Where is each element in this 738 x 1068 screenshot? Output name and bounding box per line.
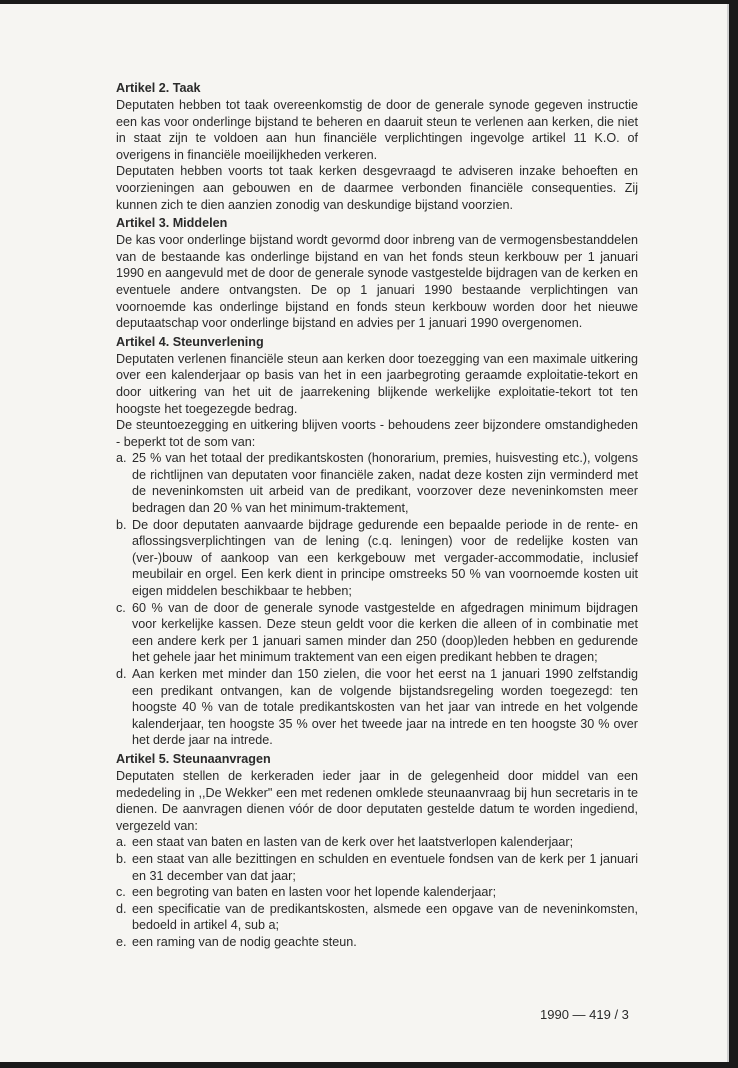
artikel-4-list bbox=[116, 450, 638, 749]
list-item-label: b. bbox=[116, 517, 127, 532]
list-item-label: c. bbox=[116, 885, 126, 900]
list-item bbox=[116, 934, 638, 951]
artikel-5-list bbox=[116, 834, 638, 950]
list-item-label: a. bbox=[116, 835, 127, 850]
document-page bbox=[0, 4, 729, 1062]
document-body bbox=[116, 80, 638, 951]
list-item bbox=[116, 600, 638, 666]
list-item bbox=[116, 517, 638, 600]
list-item-text: 25 % van het totaal der predikantskosten (honorarium, premies, huisvesting etc.), volgens de richtlijnen van deputaten voor financiële zaken, nadat deze kosten zijn verminderd met de neveninkomsten uit arbeid van de predikant, voorzover deze neveninkomsten meer bedragen dan 20 % van het minimum-traktement, bbox=[132, 451, 638, 516]
list-item-label: b. bbox=[116, 851, 127, 866]
list-item-label: a. bbox=[116, 451, 127, 466]
list-item-label: c. bbox=[116, 600, 126, 615]
artikel-3-heading: Artikel 3. Middelen bbox=[116, 216, 228, 231]
list-item-text: een staat van baten en lasten van de kerk over het laatstverlopen kalenderjaar; bbox=[132, 835, 574, 850]
list-item-label: e. bbox=[116, 934, 127, 949]
artikel-3-paragraph-1: De kas voor onderlinge bijstand wordt gevormd door inbreng van de vermogensbestanddelen van de bestaande kas onderlinge bijstand en van het fonds steun kerkbouw per 1 januari 1990 en aangevuld met de door de generale synode vastgestelde bijdragen van de kerken en eventuele andere ontvangsten. De op 1 januari 1990 bestaande verplichtingen van voornoemde kas onderlinge bijstand en fonds steun kerkbouw worden door het nieuwe deputaatschap voor onderlinge bijstand en advies per 1 januari 1990 overgenomen. bbox=[116, 233, 638, 331]
artikel-5-paragraph-1: Deputaten stellen de kerkeraden ieder jaar in de gelegenheid door middel van een mededeling in ,,De Wekker" een met redenen omklede steunaanvraag bij hun secretaris in te dienen. De aanvragen dienen vóór de door deputaten gestelde datum te worden ingediend, vergezeld van: bbox=[116, 768, 638, 833]
artikel-2-paragraph-2: Deputaten hebben voorts tot taak kerken desgevraagd te adviseren inzake behoeften en voorzieningen aan gebouwen en de daarmee verbonden financiële consequenties. Zij kunnen zich te dien aanzien zonodig van deskundige bijstand voorzien. bbox=[116, 164, 638, 212]
artikel-4-heading: Artikel 4. Steunverlening bbox=[116, 334, 264, 349]
list-item bbox=[116, 666, 638, 749]
list-item-label: d. bbox=[116, 901, 127, 916]
list-item bbox=[116, 834, 638, 851]
list-item bbox=[116, 450, 638, 516]
artikel-2-heading: Artikel 2. Taak bbox=[116, 81, 201, 95]
list-item-text: 60 % van de door de generale synode vastgestelde en afgedragen minimum bijdragen voor kerkelijke kassen. Deze steun geldt voor die kerken die alleen of in combinatie met een andere kerk per 1 januari samen minder dan 250 (doop)leden hebben en gedurende het gehele jaar het minimum traktement van een eigen predikant hebben te dragen; bbox=[132, 600, 638, 665]
list-item bbox=[116, 851, 638, 884]
list-item bbox=[116, 884, 638, 901]
list-item-text: een begroting van baten en lasten voor het lopende kalenderjaar; bbox=[132, 885, 497, 900]
list-item-text: Aan kerken met minder dan 150 zielen, die voor het eerst na 1 januari 1990 zelfstandig een predikant ontvangen, kan de volgende bijstandsregeling worden toegezegd: ten hoogste 40 % van de totale predikantskosten van het jaar van intrede en het volgende kalenderjaar, ten hoogste 35 % over het tweede jaar na intrede en ten hoogste 30 % over het derde jaar na intrede. bbox=[132, 667, 638, 748]
list-item-text: De door deputaten aanvaarde bijdrage gedurende een bepaalde periode in de rente- en aflossingsverplichtingen van de lening (c.q. leningen) voor de redelijke kosten van (ver-)bouw of aankoop van een kerkgebouw met vergader-accommodatie, inclusief meubilair en orgel. Een kerk dient in principe omstreeks 50 % van voornoemde kosten uit eigen middelen beschikbaar te hebben; bbox=[132, 517, 638, 599]
artikel-4-paragraph-1: Deputaten verlenen financiële steun aan kerken door toezegging van een maximale uitkering over een kalenderjaar op basis van het in een jaarbegroting geraamde exploitatie-tekort en door uitkering van het uit de jaarrekening blijkende werkelijke exploitatie-tekort tot ten hoogste het toegezegde bedrag. bbox=[116, 351, 638, 416]
artikel-5-heading: Artikel 5. Steunaanvragen bbox=[116, 751, 271, 766]
list-item-text: een specificatie van de predikantskosten, alsmede een opgave van de neveninkomsten, bedoeld in artikel 4, sub a; bbox=[132, 901, 638, 933]
list-item-text: een staat van alle bezittingen en schulden en eventuele fondsen van de kerk per 1 januari en 31 december van dat jaar; bbox=[132, 851, 638, 883]
list-item bbox=[116, 901, 638, 934]
artikel-2-paragraph-1: Deputaten hebben tot taak overeenkomstig de door de generale synode gegeven instructie een kas voor onderlinge bijstand te beheren en daaruit steun te verlenen aan kerken, die niet in staat zijn te voldoen aan hun financiële verplichtingen ingevolge artikel 11 K.O. of overigens in financiële moeilijkheden verkeren. bbox=[116, 98, 638, 162]
artikel-4-paragraph-2: De steuntoezegging en uitkering blijven voorts - behoudens zeer bijzondere omstandigheden - beperkt tot de som van: bbox=[116, 418, 638, 449]
page-reference: 1990 — 419 / 3 bbox=[540, 1007, 629, 1022]
list-item-label: d. bbox=[116, 667, 127, 681]
list-item-text: een raming van de nodig geachte steun. bbox=[132, 934, 357, 949]
